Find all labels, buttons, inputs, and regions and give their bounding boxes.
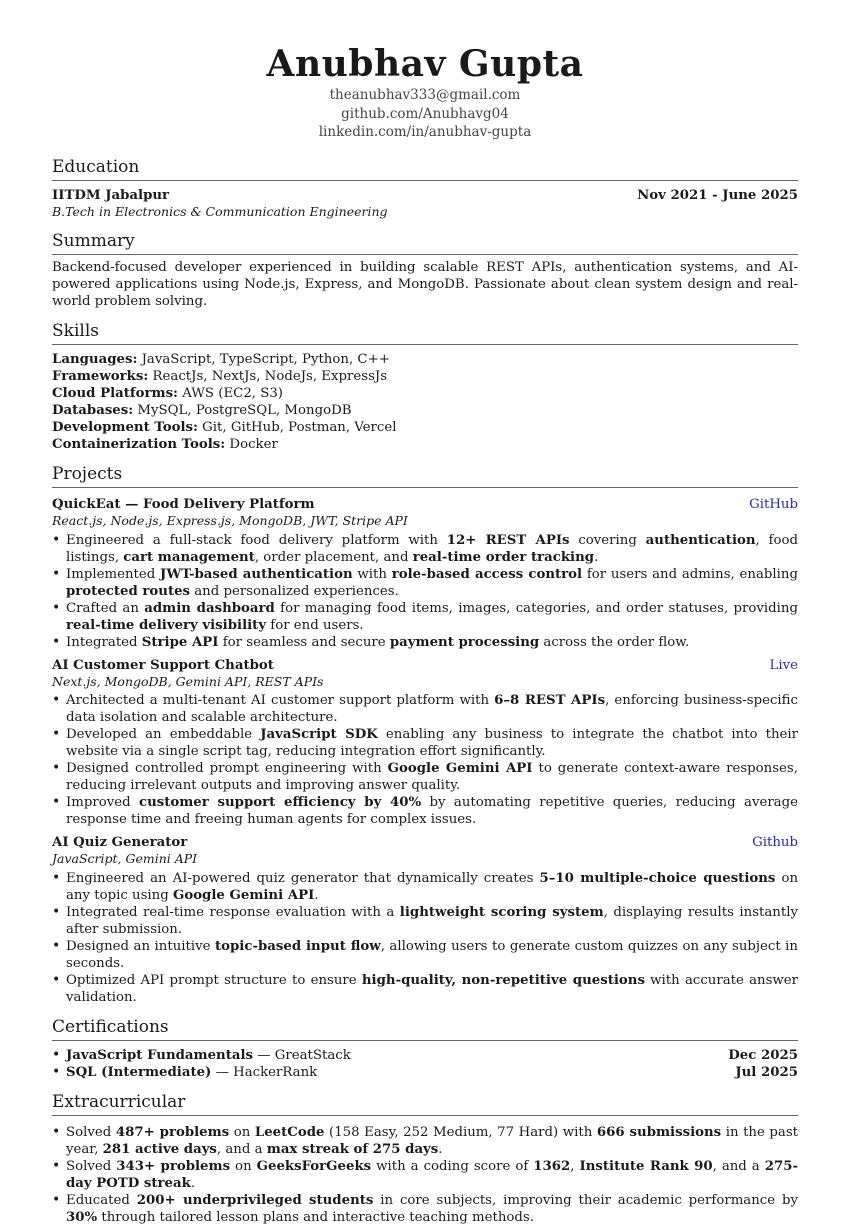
bullet-item: • Integrated real-time response evaluation with a lightweight scoring system, displaying results instantly after submission. bbox=[52, 904, 798, 938]
bullet-item: • Designed controlled prompt engineering with Google Gemini API to generate context-aware responses, reducing irrelevant outputs and improving answer quality. bbox=[52, 760, 798, 794]
bullet-item: • Optimized API prompt structure to ensure high-quality, non-repetitive questions with accurate answer validation. bbox=[52, 972, 798, 1006]
project-bullets bbox=[52, 532, 798, 651]
certification-row: • SQL (Intermediate) — HackerRank Jul 2025 bbox=[66, 1064, 798, 1080]
contact-email[interactable]: theanubhav333@gmail.com bbox=[329, 87, 521, 103]
project-bullets bbox=[52, 870, 798, 1006]
project-stack: Next.js, MongoDB, Gemini API, REST APIs bbox=[52, 673, 324, 689]
bullet-item: • Implemented JWT-based authentication with role-based access control for users and admins, enabling protected routes and personalized experiences. bbox=[52, 566, 798, 600]
project-quiz bbox=[52, 834, 798, 1006]
bullet-item: • Improved customer support efficiency by 40% by automating repetitive queries, reducing average response time and freeing human agents for complex issues. bbox=[52, 794, 798, 828]
summary-text: Backend-focused developer experienced in building scalable REST APIs, authentication systems, and AI-powered applications using Node.js, Express, and MongoDB. Passionate about clean system design and real-world problem solving. bbox=[52, 260, 798, 309]
project-stack: JavaScript, Gemini API bbox=[52, 851, 198, 866]
project-link[interactable]: Github bbox=[752, 835, 798, 850]
project-bullets bbox=[52, 692, 798, 828]
extracurricular-heading: Extracurricular bbox=[52, 1091, 798, 1116]
certification-row: • JavaScript Fundamentals — GreatStack Dec 2025 bbox=[66, 1047, 798, 1063]
bullet-item: • Engineered an AI-powered quiz generator that dynamically creates 5–10 multiple-choice questions on any topic using Google Gemini API. bbox=[52, 870, 798, 904]
project-name: AI Customer Support Chatbot bbox=[52, 657, 274, 673]
project-header bbox=[52, 657, 798, 674]
certification-date: Jul 2025 bbox=[735, 1064, 798, 1080]
projects-heading: Projects bbox=[52, 463, 798, 488]
bullet-item: • Educated 200+ underprivileged students in core subjects, improving their academic performance by 30% through tailored lesson plans and interactive teaching methods. bbox=[52, 1192, 798, 1226]
school-name: IITDM Jabalpur bbox=[52, 187, 170, 203]
contact-linkedin[interactable]: linkedin.com/in/anubhav-gupta bbox=[318, 124, 532, 140]
skills-heading: Skills bbox=[52, 320, 798, 345]
bullet-item: • Engineered a full-stack food delivery platform with 12+ REST APIs covering authentication, food listings, cart management, order placement, and real-time order tracking. bbox=[52, 532, 798, 566]
bullet-item: • Integrated Stripe API for seamless and secure payment processing across the order flow. bbox=[52, 634, 798, 651]
certification-item bbox=[52, 1064, 798, 1081]
project-quickeat bbox=[52, 496, 798, 651]
project-link[interactable]: GitHub bbox=[749, 497, 798, 512]
project-name: AI Quiz Generator bbox=[52, 835, 188, 850]
project-stack: React.js, Node.js, Express.js, MongoDB, JWT, Stripe API bbox=[52, 513, 408, 528]
bullet-item: • Crafted an admin dashboard for managing food items, images, categories, and order statuses, providing real-time delivery visibility for end users. bbox=[52, 600, 798, 634]
project-chatbot bbox=[52, 657, 798, 829]
project-name: QuickEat — Food Delivery Platform bbox=[52, 497, 315, 512]
project-header bbox=[52, 496, 798, 513]
bullet-item: • Architected a multi-tenant AI customer support platform with 6–8 REST APIs, enforcing business-specific data isolation and scalable architecture. bbox=[52, 692, 798, 726]
project-header bbox=[52, 834, 798, 851]
skill-line: Frameworks: ReactJs, NextJs, NodeJs, ExpressJs bbox=[52, 369, 388, 384]
skills-list bbox=[52, 351, 798, 453]
education-row bbox=[52, 187, 798, 204]
bullet-item: • Solved 487+ problems on LeetCode (158 Easy, 252 Medium, 77 Hard) with 666 submissions in the past year, 281 active days, and a max streak of 275 days. bbox=[52, 1124, 798, 1158]
certifications-list bbox=[52, 1047, 798, 1081]
education-dates: Nov 2021 - June 2025 bbox=[637, 187, 798, 203]
contact-github[interactable]: github.com/Anubhavg04 bbox=[341, 105, 509, 122]
bullet-item: • Solved 343+ problems on GeeksForGeeks with a coding score of 1362, Institute Rank 90, and a 275-day POTD streak. bbox=[52, 1158, 798, 1192]
skill-line: Databases: MySQL, PostgreSQL, MongoDB bbox=[52, 403, 352, 418]
education-heading: Education bbox=[52, 156, 798, 181]
certifications-heading: Certifications bbox=[52, 1016, 798, 1041]
summary-heading: Summary bbox=[52, 230, 798, 255]
degree: B.Tech in Electronics & Communication Engineering bbox=[52, 203, 388, 219]
skill-line: Development Tools: Git, GitHub, Postman, Vercel bbox=[52, 420, 397, 435]
candidate-name: Anubhav Gupta bbox=[266, 43, 584, 85]
project-link[interactable]: Live bbox=[769, 657, 798, 673]
bullet-item: • Developed an embeddable JavaScript SDK enabling any business to integrate the chatbot into their website via a single script tag, reducing integration effort significantly. bbox=[52, 726, 798, 760]
bullet-item: • Designed an intuitive topic-based input flow, allowing users to generate custom quizzes on any subject in seconds. bbox=[52, 938, 798, 972]
skill-line: Containerization Tools: Docker bbox=[52, 437, 278, 452]
certification-date: Dec 2025 bbox=[728, 1047, 798, 1063]
education-section bbox=[52, 187, 798, 221]
skill-line: Cloud Platforms: AWS (EC2, S3) bbox=[52, 386, 283, 401]
resume-page bbox=[52, 42, 798, 1226]
skill-line: Languages: JavaScript, TypeScript, Python, C++ bbox=[52, 352, 390, 367]
certification-item bbox=[52, 1047, 798, 1064]
extracurricular-bullets bbox=[52, 1124, 798, 1226]
